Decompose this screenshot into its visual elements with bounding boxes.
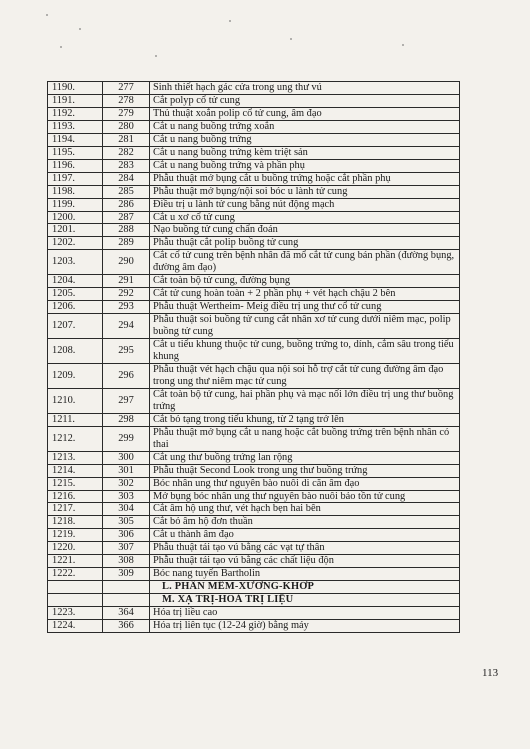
row-index-cell: 1216. — [48, 490, 103, 503]
row-index-cell: 1210. — [48, 388, 103, 413]
row-index-cell: 1209. — [48, 363, 103, 388]
procedure-code-cell: 295 — [103, 339, 150, 364]
procedure-code-cell: 284 — [103, 172, 150, 185]
procedure-code-cell: 299 — [103, 426, 150, 451]
table-row — [48, 490, 460, 503]
procedure-code-cell: 292 — [103, 288, 150, 301]
procedure-name-cell: Điều trị u lành tử cung bằng nút động mạch — [150, 198, 460, 211]
scan-speck — [229, 20, 231, 22]
table-row — [48, 301, 460, 314]
procedure-code-cell: 308 — [103, 555, 150, 568]
procedure-name-cell: Cắt toàn bộ tử cung, đường bụng — [150, 275, 460, 288]
table-row — [48, 426, 460, 451]
table-row — [48, 120, 460, 133]
procedure-code-cell: 366 — [103, 620, 150, 633]
table-row — [48, 224, 460, 237]
row-index-cell: 1214. — [48, 464, 103, 477]
row-index-cell: 1220. — [48, 542, 103, 555]
section-heading: M. XẠ TRỊ-HOÁ TRỊ LIỆU — [150, 594, 460, 607]
row-index-cell: 1199. — [48, 198, 103, 211]
procedure-name-cell: Cắt u tiểu khung thuộc tử cung, buồng trứng to, dính, cắm sâu trong tiểu khung — [150, 339, 460, 364]
procedure-name-cell: Cắt toàn bộ tử cung, hai phần phụ và mạc nối lớn điều trị ung thư buồng trứng — [150, 388, 460, 413]
row-index-cell: 1202. — [48, 237, 103, 250]
procedure-code-cell: 303 — [103, 490, 150, 503]
procedure-name-cell: Bóc nhân ung thư nguyên bào nuôi di căn âm đạo — [150, 477, 460, 490]
procedure-name-cell: Cắt âm hộ ung thư, vét hạch bẹn hai bên — [150, 503, 460, 516]
procedure-code-cell: 280 — [103, 120, 150, 133]
row-index-cell: 1201. — [48, 224, 103, 237]
procedure-code-cell: 277 — [103, 82, 150, 95]
row-index-cell: 1198. — [48, 185, 103, 198]
procedure-name-cell: Cắt u nang buồng trứng xoắn — [150, 120, 460, 133]
procedure-code-cell: 301 — [103, 464, 150, 477]
procedure-name-cell: Phẫu thuật Second Look trong ung thư buồng trứng — [150, 464, 460, 477]
table-row — [48, 250, 460, 275]
row-index-cell: 1203. — [48, 250, 103, 275]
table-row — [48, 288, 460, 301]
row-index-cell: 1192. — [48, 107, 103, 120]
procedure-code-cell: 302 — [103, 477, 150, 490]
procedure-code-cell: 285 — [103, 185, 150, 198]
row-index-cell: 1196. — [48, 159, 103, 172]
table-row — [48, 314, 460, 339]
table-row — [48, 568, 460, 581]
table-row — [48, 607, 460, 620]
procedure-code-cell: 290 — [103, 250, 150, 275]
procedure-name-cell: Phẫu thuật mở bụng cắt u nang hoặc cắt buồng trứng trên bệnh nhân có thai — [150, 426, 460, 451]
empty-cell — [48, 581, 103, 594]
procedure-name-cell: Bóc nang tuyến Bartholin — [150, 568, 460, 581]
row-index-cell: 1208. — [48, 339, 103, 364]
table-row — [48, 172, 460, 185]
table-row — [48, 185, 460, 198]
procedure-name-cell: Sinh thiết hạch gác cửa trong ung thư vú — [150, 82, 460, 95]
table-row — [48, 275, 460, 288]
procedure-name-cell: Nạo buồng tử cung chẩn đoán — [150, 224, 460, 237]
procedure-name-cell: Cắt u thành âm đạo — [150, 529, 460, 542]
table-row — [48, 94, 460, 107]
procedure-name-cell: Cắt bỏ tạng trong tiểu khung, từ 2 tạng trở lên — [150, 413, 460, 426]
procedure-name-cell: Cắt cổ tử cung trên bệnh nhân đã mổ cắt tử cung bán phần (đường bụng, đường âm đạo) — [150, 250, 460, 275]
table-row — [48, 503, 460, 516]
table-row — [48, 620, 460, 633]
procedure-name-cell: Cắt u xơ cổ tử cung — [150, 211, 460, 224]
procedure-name-cell: Phẫu thuật mở bụng cắt u buồng trứng hoặc cắt phần phụ — [150, 172, 460, 185]
table-row — [48, 159, 460, 172]
procedure-name-cell: Thủ thuật xoắn polip cổ tử cung, âm đạo — [150, 107, 460, 120]
procedure-code-cell: 296 — [103, 363, 150, 388]
table-row — [48, 529, 460, 542]
procedure-name-cell: Phẫu thuật tái tạo vú bằng các chất liệu độn — [150, 555, 460, 568]
table-row — [48, 451, 460, 464]
procedure-name-cell: Cắt u nang buồng trứng và phần phụ — [150, 159, 460, 172]
procedure-code-cell: 278 — [103, 94, 150, 107]
procedure-code-cell: 289 — [103, 237, 150, 250]
section-heading: L. PHẦN MỀM-XƯƠNG-KHỚP — [150, 581, 460, 594]
row-index-cell: 1213. — [48, 451, 103, 464]
row-index-cell: 1221. — [48, 555, 103, 568]
row-index-cell: 1193. — [48, 120, 103, 133]
procedure-name-cell: Hóa trị liên tục (12-24 giờ) bằng máy — [150, 620, 460, 633]
empty-cell — [48, 594, 103, 607]
row-index-cell: 1219. — [48, 529, 103, 542]
table-row — [48, 542, 460, 555]
procedure-code-cell: 294 — [103, 314, 150, 339]
row-index-cell: 1207. — [48, 314, 103, 339]
procedure-name-cell: Phẫu thuật mở bụng/nội soi bóc u lành tử cung — [150, 185, 460, 198]
procedure-code-cell: 283 — [103, 159, 150, 172]
scan-speck — [60, 46, 62, 48]
table-row — [48, 516, 460, 529]
empty-cell — [103, 594, 150, 607]
procedure-code-cell: 304 — [103, 503, 150, 516]
procedure-code-cell: 287 — [103, 211, 150, 224]
row-index-cell: 1206. — [48, 301, 103, 314]
procedure-name-cell: Cắt u nang buồng trứng — [150, 133, 460, 146]
procedure-name-cell: Cắt bỏ âm hộ đơn thuần — [150, 516, 460, 529]
row-index-cell: 1211. — [48, 413, 103, 426]
procedure-name-cell: Hóa trị liều cao — [150, 607, 460, 620]
table-row — [48, 82, 460, 95]
scan-speck — [155, 55, 157, 57]
scan-speck — [79, 28, 81, 30]
table-row — [48, 555, 460, 568]
table-row — [48, 107, 460, 120]
table-row — [48, 477, 460, 490]
procedure-code-cell: 288 — [103, 224, 150, 237]
procedure-code-cell: 364 — [103, 607, 150, 620]
procedure-name-cell: Cắt u nang buồng trứng kèm triệt sản — [150, 146, 460, 159]
row-index-cell: 1190. — [48, 82, 103, 95]
table-row — [48, 133, 460, 146]
procedure-code-cell: 279 — [103, 107, 150, 120]
procedure-code-cell: 306 — [103, 529, 150, 542]
row-index-cell: 1222. — [48, 568, 103, 581]
table-row — [48, 464, 460, 477]
procedure-name-cell: Cắt polyp cổ tử cung — [150, 94, 460, 107]
procedure-name-cell: Mở bụng bóc nhân ung thư nguyên bào nuôi bảo tồn tử cung — [150, 490, 460, 503]
row-index-cell: 1204. — [48, 275, 103, 288]
table-row — [48, 413, 460, 426]
procedure-name-cell: Phẫu thuật vét hạch chậu qua nội soi hỗ trợ cắt tử cung đường âm đạo trong ung thư niêm mạc tử cung — [150, 363, 460, 388]
table-row — [48, 198, 460, 211]
row-index-cell: 1200. — [48, 211, 103, 224]
procedure-code-cell: 300 — [103, 451, 150, 464]
procedure-code-cell: 281 — [103, 133, 150, 146]
procedure-code-cell: 293 — [103, 301, 150, 314]
procedure-code-cell: 305 — [103, 516, 150, 529]
procedure-name-cell: Phẫu thuật tái tạo vú bằng các vạt tự thân — [150, 542, 460, 555]
table-row — [48, 146, 460, 159]
procedure-name-cell: Phẫu thuật Wertheim- Meig điều trị ung thư cổ tử cung — [150, 301, 460, 314]
empty-cell — [103, 581, 150, 594]
page-number: 113 — [482, 667, 499, 679]
scan-speck — [402, 44, 404, 46]
row-index-cell: 1223. — [48, 607, 103, 620]
table-row — [48, 388, 460, 413]
row-index-cell: 1217. — [48, 503, 103, 516]
table-row — [48, 339, 460, 364]
procedure-table — [47, 81, 460, 633]
procedure-name-cell: Cắt ung thư buồng trứng lan rộng — [150, 451, 460, 464]
row-index-cell: 1212. — [48, 426, 103, 451]
procedure-code-cell: 286 — [103, 198, 150, 211]
procedure-code-cell: 282 — [103, 146, 150, 159]
section-row — [48, 581, 460, 594]
procedure-code-cell: 297 — [103, 388, 150, 413]
row-index-cell: 1215. — [48, 477, 103, 490]
row-index-cell: 1194. — [48, 133, 103, 146]
section-row — [48, 594, 460, 607]
procedure-name-cell: Cắt tử cung hoàn toàn + 2 phần phụ + vét hạch chậu 2 bên — [150, 288, 460, 301]
procedure-code-cell: 307 — [103, 542, 150, 555]
procedure-code-cell: 298 — [103, 413, 150, 426]
row-index-cell: 1224. — [48, 620, 103, 633]
procedure-name-cell: Phẫu thuật cắt polip buồng tử cung — [150, 237, 460, 250]
scan-speck — [46, 14, 48, 16]
row-index-cell: 1205. — [48, 288, 103, 301]
row-index-cell: 1197. — [48, 172, 103, 185]
table-row — [48, 363, 460, 388]
scan-speck — [290, 38, 292, 40]
table-row — [48, 237, 460, 250]
row-index-cell: 1191. — [48, 94, 103, 107]
row-index-cell: 1218. — [48, 516, 103, 529]
procedure-code-cell: 309 — [103, 568, 150, 581]
procedure-name-cell: Phẫu thuật soi buồng tử cung cắt nhân xơ tử cung dưới niêm mạc, polip buồng tử cung — [150, 314, 460, 339]
table-row — [48, 211, 460, 224]
procedure-code-cell: 291 — [103, 275, 150, 288]
row-index-cell: 1195. — [48, 146, 103, 159]
